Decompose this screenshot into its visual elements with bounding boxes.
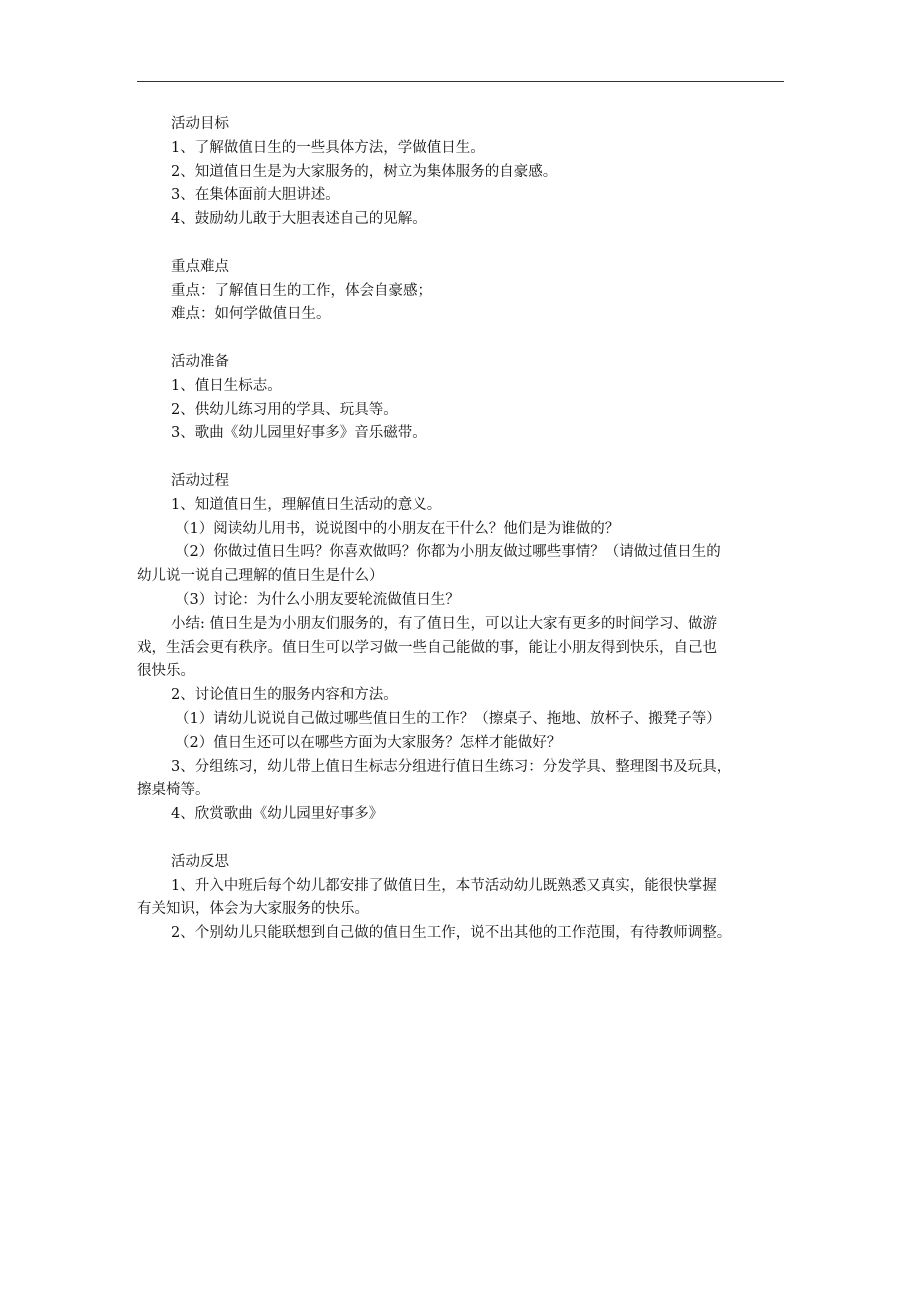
section-key-points [137,256,797,327]
section-goals [137,113,797,232]
process-line: （3）讨论：为什么小朋友要轮流做值日生？ [175,591,460,608]
section-heading: 重点难点 [171,258,229,275]
section-reflection [137,851,797,946]
process-line: （2）值日生还可以在哪些方面为大家服务？怎样才能做好？ [175,734,562,751]
section-heading: 活动过程 [171,472,229,489]
process-line: 1、知道值日生，理解值日生活动的意义。 [171,496,442,513]
section-heading: 活动目标 [171,116,229,132]
key-point-item: 重点：了解值日生的工作，体会自豪感； [171,282,432,299]
goal-item: 2、知道值日生是为大家服务的，树立为集体服务的自豪感。 [171,163,558,180]
process-summary-line: 小结: 值日生是为小朋友们服务的，有了值日生，可以让大家有更多的时间学习、做游 [171,615,717,632]
process-line: （1）阅读幼儿用书，说说图中的小朋友在干什么？他们是为谁做的？ [175,520,620,537]
preparation-item: 3、歌曲《幼儿园里好事多》音乐磁带。 [171,425,427,442]
process-line: 2、讨论值日生的服务内容和方法。 [171,687,398,704]
process-line: 幼儿说一说自己理解的值日生是什么） [137,568,384,585]
process-summary-line: 很快乐。 [137,663,195,680]
reflection-line: 有关知识，体会为大家服务的快乐。 [137,901,369,918]
goal-item: 3、在集体面前大胆讲述。 [171,187,340,204]
process-line: （1）请幼儿说说自己做过哪些值日生的工作？（擦桌子、拖地、放杯子、搬凳子等） [175,710,721,727]
preparation-item: 2、供幼儿练习用的学具、玩具等。 [171,401,398,418]
document-body [137,113,797,946]
reflection-line: 2、个别幼儿只能联想到自己做的值日生工作，说不出其他的工作范围，有待教师调整。 [171,925,732,942]
goal-item: 1、了解做值日生的一些具体方法，学做值日生。 [171,139,485,156]
goal-item: 4、鼓励幼儿敢于大胆表述自己的见解。 [171,211,427,228]
section-preparation [137,351,797,446]
process-summary-line: 戏，生活会更有秩序。值日生可以学习做一些自己能做的事，能让小朋友得到快乐，自己也 [137,639,717,656]
section-heading: 活动准备 [171,353,229,370]
key-point-item: 难点：如何学做值日生。 [171,306,331,323]
process-line: （2）你做过值日生吗？你喜欢做吗？你都为小朋友做过哪些事情？（请做过值日生的 [175,544,721,561]
section-process [137,470,797,827]
preparation-item: 1、值日生标志。 [171,377,282,394]
reflection-line: 1、升入中班后每个幼儿都安排了做值日生，本节活动幼儿既熟悉又真实，能很快掌握 [171,877,717,894]
section-heading: 活动反思 [171,853,229,870]
process-line: 4、欣赏歌曲《幼儿园里好事多》 [171,806,384,823]
header-rule [137,81,784,82]
process-line: 3、分组练习，幼儿带上值日生标志分组进行值日生练习：分发学具、整理图书及玩具， [171,758,732,775]
process-line: 擦桌椅等。 [137,782,210,799]
